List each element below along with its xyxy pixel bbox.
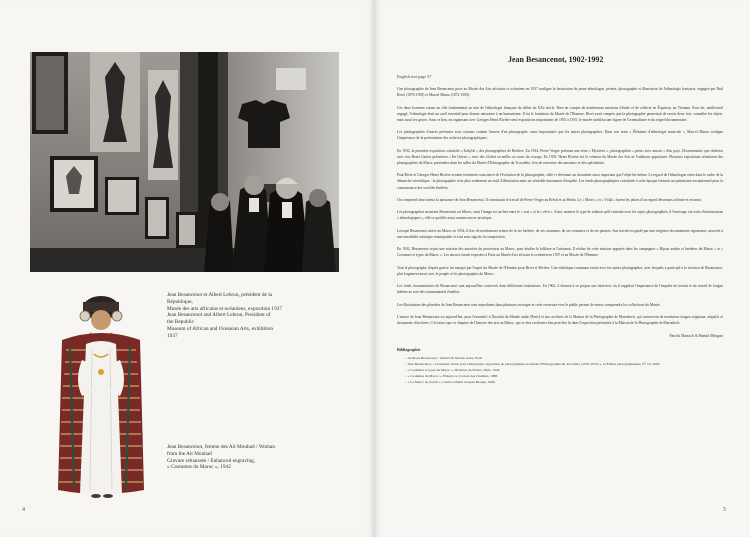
page-number-right: 5: [723, 507, 726, 513]
photo-caption: [167, 292, 337, 340]
paragraph: Les photographies d'autres présentes sont connues comme l'œuvre d'un photographe, aussi importantes que les autres photographies. Dans son texte « Éléments d'ethnologie musicale », Marcel Mauss souligne l'importance de la présentation des archives photographiques.: [397, 130, 723, 141]
caption-line: Museum of African and Oceanian Arts, exhibition: [167, 325, 274, 332]
paragraph: En 1932, la première exposition coloniale « Kabylie » des photographies de Berbère. En 1934, Pierre Verger présenta une série « Mystères », photographies « prises avec amour » d'un pays. Documentaire que réalisera avec eux Henri Cartier présentera « En Orient », avec des clichés recueillis au cours du voyage. En 1935, Henri Rivière fut le créateur du Musée des Arts et Traditions populaires. Plusieurs expositions réunissent des photographies du Maroc présentées dans les salles du Musée d'Ethnographie du Trocadéro, lieu de rencontre des amateurs et des spécialistes.: [397, 148, 723, 165]
bibliography-item: – Jean Besancenot, « Un musée vivant pour l'ethnologie: exposition de photographies au musée d'Ethnographie du Trocadéro (1933-1935) », in Études photographiques, N° 16, 2005.: [405, 361, 661, 366]
exhibition-photo-image: [30, 52, 339, 272]
bibliography-item: – « Costumes du Maroc », Édisud, La Croisée des Chemins, 1988.: [405, 373, 499, 378]
paragraph: Les illustrations des planches de Jean Besancenot sont reproduites dans plusieurs ouvrages et cette ouverture vers le public permet de mieux comprendre les collections du Musée.: [397, 302, 661, 307]
illustration-image: [52, 290, 150, 500]
caption-line: Jean Besancenot and Albert Lebrun, President of: [167, 312, 271, 319]
bibliography-list: [397, 355, 723, 385]
paragraph: Lorsque Besancenot arrive au Maroc en 1934, il fixe de nombreuses scènes de la vie berbère, de ses coutumes, de ses costumes et de ses parures. Son travail est guidé par une exigence documentaire rigoureuse, associée à une sensibilité artistique remarquable et à un sens aigu de la composition.: [397, 228, 723, 239]
paragraph: L'œuvre de Jean Besancenot est aujourd'hui, pour l'essentiel, à l'Institut du Monde arabe (Paris) et aux archives de la Maison de la Photographie de Marrakech, qui conservent de nombreux tirages originaux, négatifs et documents d'archives. C'est ainsi que ce chapitre de l'histoire des arts au Maroc, qui se fera en dernier lieu peut être lu dans l'exposition présentée à la Maison de la Photographie de Marrakech.: [397, 315, 723, 326]
caption-line: République,: [167, 298, 193, 305]
paragraph: Les photographies montrent Besancenot au Maroc, ainsi l'image est un lien entre le « vrai » et le « rêvé ». Ainsi, montrer le type de relation qu'il entretint avec les sujets photographiés, il l'envisage via riche d'informations « ethnologiques », elle se qualifie aussi comme œuvre artistique.: [397, 210, 723, 221]
paragraph: Paul Rivet et Georges Henri Rivière avaient fortement conscience de l'évolution de la photographie, celle-ci devenant un document aussi important que l'objet lui-même. Le regard de l'ethnologue entre dans le cadre de la démarche scientifique : la photographie n'est plus seulement un outil d'illustration mais un véritable instrument d'enquête. Les fonds photographiques constitués à cette époque forment un patrimoine exceptionnel pour la connaissance des sociétés étudiées.: [397, 173, 723, 190]
exhibition-photo: [30, 52, 339, 272]
paragraph: On comprend ainsi mieux la naissance de Jean Besancenot. Il connaissait le travail de Pierre Verger au Brésil et au Bénin. Le « Maroc » et « Voilà » furent les jalons d'un regard désormais affirmé et reconnu.: [397, 197, 702, 202]
caption-line: Musée des arts africains et océaniens, exposition 1937: [167, 305, 283, 312]
paragraph: Tout le photographe d'après guerre fut marqué par l'esprit du Musée de l'Homme pour Rivet et Rivière. Une esthétique commune existe avec les autres photographes, avec lesquels a participé à la création de Besancenot, plus largement aussi avec le peuple et les photographes du Maroc.: [397, 265, 723, 276]
paragraph: Les fonds documentaires de Besancenot sont aujourd'hui conservés dans différentes institutions. En 1962, il donnait à ce propos une interview où il rappelait l'importance de l'enquête de terrain et du travail de longue haleine au sein des communautés étudiées.: [397, 284, 723, 295]
bibliography-item: – Archives Besancenot : Institut du Monde arabe, Paris: [405, 355, 483, 360]
paragraph: Ces deux hommes eurent un rôle fondamental au sein de l'ethnologie française du début du XXe siècle. Rien ne compte de nombreuses missions d'étude et de collecte en Équateur, au Vietnam. Pour lui, intellectuel engagé, l'ethnologie était un outil essentiel pour donner naissance à un humanisme. Il fut le fondateur du Musée de l'Homme. Rivet avait compris que la photographie permettait de savoir deux fois: connaître les objets, mais aussi les gestes. Sans ce lien, en organisant avec Georges Henri Rivière neuf expositions importantes de 1933 à 1935, le musée mobilisa une figure de l'orientalisme et du regard documentaire.: [397, 105, 723, 122]
bibliography-item: – « Costumes et types du Maroc », Horizons de France, Paris, 1942.: [405, 367, 501, 372]
caption-line: from the Ait Mouhad: [167, 450, 212, 457]
authors-signature: Patrick Manac'h & Hamid Mergani: [669, 333, 723, 338]
english-text-note: English text page 37: [397, 74, 432, 79]
page-number-left: 4: [22, 507, 25, 513]
illustration-caption: [167, 444, 337, 471]
article-body: [397, 86, 723, 385]
caption-line: the Republic: [167, 319, 194, 326]
caption-line: Jean Besancenot et Albert Lebrun, président de la: [167, 292, 273, 298]
bibliography-title: Bibliographie: [397, 346, 421, 352]
bibliography-item: – « Le Maroc au travail », Centre culturel Jacques Berque, 1990.: [405, 379, 496, 384]
article-title: Jean Besancenot, 1902-1992: [508, 55, 604, 64]
paragraph: Une photographie de Jean Besancenot prise au Musée des Arts africains et océaniens en 1937 souligne la fascination du jeune ethnologue, peintre, photographe et illustrateur de l'ethnologie française, engagée par Paul Rivet (1876-1958) et Marcel Mauss (1872-1950).: [397, 87, 723, 98]
caption-line: « Costumes du Maroc », 1942: [167, 464, 231, 471]
berber-woman-illustration: [52, 290, 150, 500]
caption-line: Gravure rehaussée / Enhanced engraving,: [167, 457, 256, 464]
caption-line: 1937: [167, 332, 178, 339]
paragraph: En 1942, Besancenot reçoit une mission des autorités du protectorat au Maroc, pour étudier le folklore et l'artisanat. Il réalise de cette mission appuyée dans les campagnes « Bijoux arabes et berbères du Maroc » et « Costumes et types du Maroc ». Les œuvres furent exposées à Paris au Musée d'art africain et océanien en 1937 et au Musée de l'Homme.: [397, 247, 723, 258]
caption-line: Jean Besancenot, femme des Aït Mouhad / Woman: [167, 444, 276, 450]
